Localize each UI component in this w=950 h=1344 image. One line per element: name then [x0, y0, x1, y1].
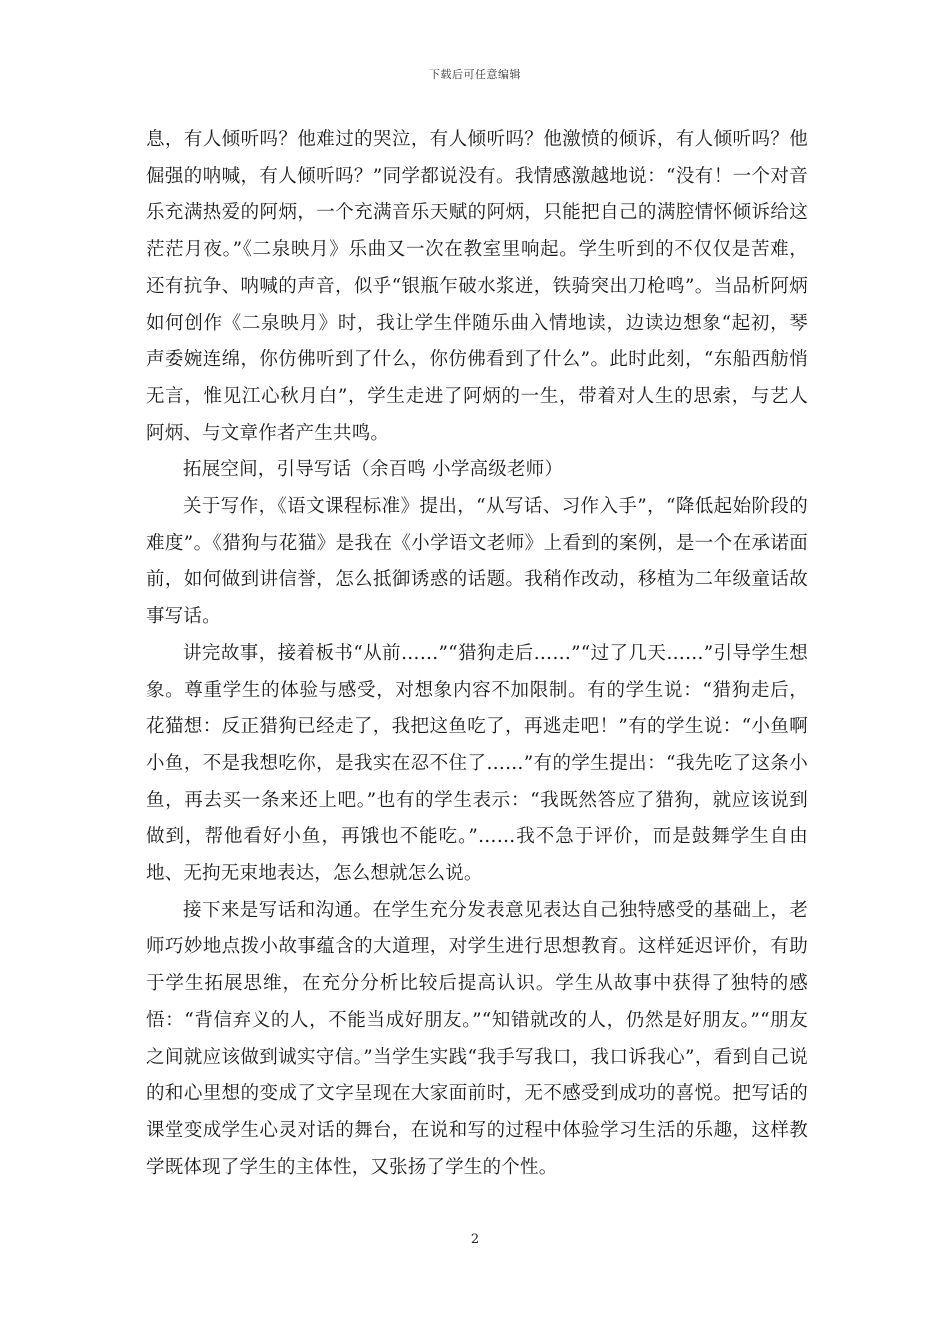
page-header: 下载后可任意编辑	[429, 68, 521, 81]
page-number: 2	[470, 1232, 480, 1247]
paragraph: 关于写作，《语文课程标准》提出，“从写话、习作入手”，“降低起始阶段的难度”。《猎狗与花猫》是我在《小学语文老师》上看到的案例，是一个在承诺面前，如何做到讲信誉，怎么抵御诱惑的话题。我稍作改动，移植为二年级童话故事写话。	[146, 496, 808, 628]
paragraph-continued: 息，有人倾听吗？他难过的哭泣，有人倾听吗？他激愤的倾诉，有人倾听吗？他倔强的呐喊，有人倾听吗？”同学都说没有。我情感激越地说：“没有！一个对音乐充满热爱的阿炳，一个充满音乐天赋的阿炳，只能把自己的满腔情怀倾诉给这茫茫月夜。”《二泉映月》乐曲又一次在教室里响起。学生听到的不仅仅是苦难，还有抗争、呐喊的声音，似乎“银瓶乍破水浆迸，铁骑突出刀枪鸣”。当品析阿炳如何创作《二泉映月》时，我让学生伴随乐曲入情地读，边读边想象“起初，琴声委婉连绵，你仿佛听到了什么，你仿佛看到了什么”。此时此刻，“东船西舫悄无言，惟见江心秋月白”，学生走进了阿炳的一生，带着对人生的思索，与艺人阿炳、与文章作者产生共鸣。	[146, 129, 808, 444]
paragraph: 讲完故事，接着板书“从前……”“猎狗走后……”“过了几天……”引导学生想象。尊重学生的体验与感受，对想象内容不加限制。有的学生说：“猎狗走后，花猫想：反正猎狗已经走了，我把这鱼吃了，再逃走吧！”有的学生说：“小鱼啊小鱼，不是我想吃你，是我实在忍不住了……”有的学生提出：“我先吃了这条小鱼，再去买一条来还上吧。”也有的学生表示：“我既然答应了猎狗，就应该说到做到，帮他看好小鱼，再饿也不能吃。”……我不急于评价，而是鼓舞学生自由地、无拘无束地表达，怎么想就怎么说。	[146, 642, 808, 885]
document-body	[146, 122, 808, 1186]
section-heading: 拓展空间，引导写话（余百鸣 小学高级老师）	[183, 459, 564, 481]
paragraph: 接下来是写话和沟通。在学生充分发表意见表达自己独特感受的基础上，老师巧妙地点拨小故事蕴含的大道理，对学生进行思想教育。这样延迟评价，有助于学生拓展思维，在充分分析比较后提高认识。学生从故事中获得了独特的感悟：“背信弃义的人，不能当成好朋友。”“知错就改的人，仍然是好朋友。”“朋友之间就应该做到诚实守信。”当学生实践“我手写我口，我口诉我心”，看到自己说的和心里想的变成了文字呈现在大家面前时，无不感受到成功的喜悦。把写话的课堂变成学生心灵对话的舞台，在说和写的过程中体验学习生活的乐趣，这样教学既体现了学生的主体性，又张扬了学生的个性。	[146, 899, 808, 1178]
